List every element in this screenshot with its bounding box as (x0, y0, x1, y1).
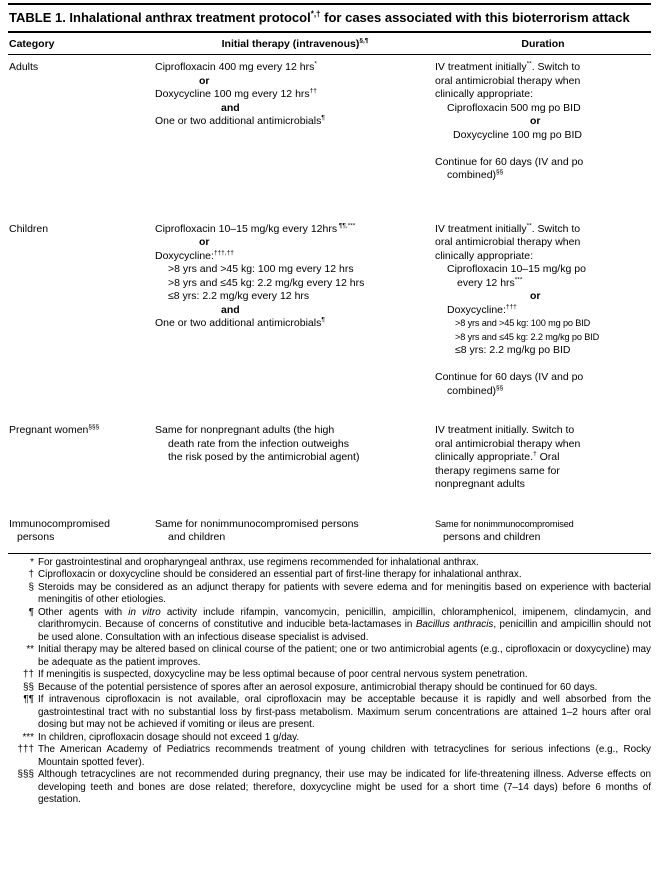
text-segment: Ciprofloxacin 10–15 mg/kg po (447, 263, 586, 276)
text-segment: oral antimicrobial therapy when (435, 437, 581, 450)
footnote (8, 732, 651, 745)
footnote-mark: §§ (496, 168, 504, 176)
footnote-mark: † (533, 450, 537, 458)
text-line (155, 250, 435, 264)
text-segment: One or two additional antimicrobials (155, 115, 322, 128)
text-segment: death rate from the infection outweighs (168, 437, 349, 450)
text-line (9, 223, 155, 237)
text-segment: and (221, 101, 240, 114)
text-segment: ≤8 yrs: 2.2 mg/kg po BID (455, 344, 571, 357)
footnote (8, 607, 651, 645)
column-header-label: Category (9, 38, 55, 51)
footnote (8, 582, 651, 607)
text-segment: The American Academy of Pediatrics recommends treatment of young children with tetracyclines for serious infections (e.g., Rocky Mountain spotted fever). (38, 744, 651, 768)
text-line (155, 304, 435, 318)
footnote-text (38, 569, 651, 582)
footnote-mark: ¶ (321, 114, 325, 122)
text-line (155, 102, 435, 116)
footnote-mark: ¶¶,*** (337, 222, 356, 230)
text-segment: or (199, 236, 210, 249)
text-segment: Same for nonimmunocompromised (435, 518, 574, 529)
text-line (155, 236, 435, 250)
cell-cat-adults (9, 61, 155, 183)
footnote (8, 694, 651, 732)
text-segment: , penicillin and ampicillin should not be used alone. Consultation with an infectious disease specialist is advised. (38, 619, 651, 643)
text-segment: Pregnant women (9, 424, 89, 437)
text-line (435, 263, 651, 277)
footnote (8, 669, 651, 682)
text-segment: Adults (9, 61, 39, 74)
text-line (155, 263, 435, 277)
footnote-symbol: †† (23, 669, 34, 681)
table-title-footnote-marks: *,† (310, 9, 321, 19)
text-segment: If intravenous ciprofloxacin is not available, oral ciprofloxacin may be acceptable because it is rapidly and well absorbed from the gastrointestinal tract with no substantial loss by first-pass metabolism. Maximum serum concentrations are attained 1–2 hours after oral dosing but may not be achieved if vomiting or ileus are present. (38, 694, 651, 731)
cell-dur-immunocompromised-persons (435, 518, 651, 545)
footnote-text (38, 644, 651, 669)
text-segment: or (199, 74, 210, 87)
table-title-text-cont: for cases associated with this bioterrorism attack (320, 10, 630, 25)
text-segment: . Switch to (531, 222, 581, 235)
footnote (8, 682, 651, 695)
footnote-symbol: ¶¶ (23, 694, 34, 706)
text-segment: Initial therapy may be altered based on clinical course of the patient; one or two antimicrobial agents (e.g., ciprofloxacin or doxycycline) may be adequate as the patient improves. (38, 644, 651, 668)
column-header-category (9, 38, 155, 50)
footnote-text (38, 607, 651, 645)
text-line (9, 531, 155, 545)
text-segment: In children, ciprofloxacin dosage should not exceed 1 g/day. (38, 731, 300, 743)
text-segment: Other agents with (38, 606, 129, 618)
text-line (155, 277, 435, 291)
cell-ther-children (155, 223, 435, 399)
text-segment: every 12 hrs (457, 276, 515, 289)
footnote-mark: §§§ (88, 423, 100, 431)
table-row-children (9, 223, 651, 399)
text-segment: Bacillus anthracis (415, 619, 494, 631)
text-line (435, 331, 651, 345)
column-header-duration (435, 38, 651, 50)
cell-ther-immunocompromised-persons (155, 518, 435, 545)
text-line (9, 518, 155, 532)
footnote-text (38, 744, 651, 769)
text-segment: and (221, 303, 240, 316)
footnote-text (38, 582, 651, 607)
text-line (435, 358, 651, 372)
text-line (435, 344, 651, 358)
text-line (435, 438, 651, 452)
text-segment: Children (9, 222, 49, 235)
cell-dur-pregnant-women (435, 424, 651, 492)
text-segment: Oral (536, 451, 560, 464)
text-segment: Continue for 60 days (IV and po (435, 371, 584, 384)
column-header-initial-therapy (155, 38, 435, 50)
text-segment: Ciprofloxacin 500 mg po BID (447, 101, 581, 114)
top-rule (8, 3, 651, 5)
text-segment: Same for nonimmunocompromised persons (155, 517, 359, 530)
text-segment: Ciprofloxacin or doxycycline should be considered an essential part of first-line therapy for inhalational anthrax. (38, 569, 522, 581)
text-line (435, 531, 651, 545)
text-segment: Ciprofloxacin 400 mg every 12 hrs (155, 61, 315, 74)
footnote-mark: * (314, 60, 317, 68)
text-segment: ≤8 yrs: 2.2 mg/kg every 12 hrs (168, 290, 310, 303)
text-segment: Ciprofloxacin 10–15 mg/kg every 12hrs (155, 222, 338, 235)
text-line (435, 465, 651, 479)
footnote (8, 744, 651, 769)
text-line (435, 518, 651, 532)
text-segment: clinically appropriate: (435, 88, 534, 101)
column-header-label: Initial therapy (intravenous) (221, 38, 360, 51)
text-line (435, 451, 651, 465)
text-segment: combined) (447, 384, 497, 397)
text-segment: Because of the potential persistence of spores after an aerosol exposure, antimicrobial therapy should be continued for 60 days. (38, 681, 598, 693)
footnote (8, 569, 651, 582)
cell-cat-pregnant-women (9, 424, 155, 492)
column-header-label: Duration (521, 38, 565, 51)
text-segment: oral antimicrobial therapy when (435, 74, 581, 87)
footnote-text (38, 694, 651, 732)
text-line (155, 88, 435, 102)
footnote-text (38, 732, 651, 745)
footnote-symbol: *** (22, 731, 34, 743)
text-line (435, 61, 651, 75)
footnotes (8, 554, 651, 807)
footnote-mark: *** (514, 276, 523, 284)
text-segment: Immunocompromised (9, 517, 110, 530)
text-segment: Same for nonpregnant adults (the high (155, 424, 335, 437)
footnote-symbol: * (30, 556, 34, 568)
text-line (155, 424, 435, 438)
column-header-footnote-marks: §,¶ (359, 37, 369, 45)
text-line (435, 290, 651, 304)
cell-dur-adults (435, 61, 651, 183)
text-line (435, 169, 651, 183)
text-line (155, 518, 435, 532)
text-line (155, 317, 435, 331)
table-row-pregnant-women (9, 424, 651, 492)
footnote (8, 644, 651, 669)
text-line (435, 115, 651, 129)
text-line (435, 424, 651, 438)
text-line (155, 531, 435, 545)
text-segment: and children (168, 531, 226, 544)
text-line (155, 223, 435, 237)
text-line (155, 75, 435, 89)
footnote-mark: ††† (505, 303, 517, 311)
text-line (9, 424, 155, 438)
text-segment: or (530, 115, 541, 128)
text-line (435, 156, 651, 170)
text-segment: Doxycycline: (155, 249, 214, 262)
table-header-row (8, 33, 651, 54)
text-segment: combined) (447, 169, 497, 182)
text-line (9, 61, 155, 75)
cell-cat-children (9, 223, 155, 399)
footnote-symbol: ¶ (28, 606, 34, 618)
cell-ther-adults (155, 61, 435, 183)
footnote-symbol: § (28, 581, 34, 593)
text-segment: persons (17, 531, 55, 544)
text-line (155, 115, 435, 129)
text-segment: IV treatment initially. Switch to (435, 424, 575, 437)
table-title (8, 8, 651, 31)
text-segment: For gastrointestinal and oropharyngeal anthrax, use regimens recommended for inhalational anthrax. (38, 556, 479, 568)
text-line (155, 61, 435, 75)
text-line (435, 223, 651, 237)
text-segment: or (530, 290, 541, 303)
text-segment: clinically appropriate: (435, 249, 534, 262)
table-title-text: TABLE 1. Inhalational anthrax treatment protocol (9, 10, 311, 25)
text-segment: Although tetracyclines are not recommended during pregnancy, their use may be indicated for life-threatening illness. Adverse effects on developing teeth and bones are dose related; therefore, doxycycline might be used for a short time (7–14 days) before 6 months of gestation. (38, 769, 651, 806)
text-line (435, 277, 651, 291)
text-line (435, 88, 651, 102)
footnote-mark: ¶ (321, 316, 325, 324)
text-segment: Continue for 60 days (IV and po (435, 155, 584, 168)
text-line (155, 451, 435, 465)
cell-ther-pregnant-women (155, 424, 435, 492)
text-line (435, 385, 651, 399)
footnote-mark: †††,†† (213, 249, 234, 257)
footnote-mark: ** (526, 222, 532, 230)
text-segment: therapy regimens same for (435, 464, 560, 477)
text-line (435, 371, 651, 385)
text-line (435, 142, 651, 156)
cell-cat-immunocompromised-persons (9, 518, 155, 545)
text-segment: >8 yrs and >45 kg: 100 mg every 12 hrs (168, 263, 354, 276)
footnote-text (38, 769, 651, 807)
text-segment: activity include rifampin, vancomycin, penicillin, ampicillin, chloramphenicol, imipenem, clindamycin, and clarithromycin. Because of concerns of constitutive and inducible beta-lactamases in (38, 606, 652, 631)
footnote-symbol: ††† (17, 744, 34, 756)
text-segment: Doxycycline 100 mg po BID (453, 128, 582, 141)
text-segment: persons and children (443, 531, 541, 544)
text-line (435, 304, 651, 318)
text-segment: . Switch to (531, 61, 581, 74)
footnote-text (38, 682, 651, 695)
footnote (8, 557, 651, 570)
footnote-mark: ** (526, 60, 532, 68)
text-line (155, 438, 435, 452)
text-segment: If meningitis is suspected, doxycycline may be less optimal because of poor central nervous system penetration. (38, 669, 528, 681)
text-line (435, 75, 651, 89)
text-segment: IV treatment initially (435, 222, 527, 235)
text-line (435, 250, 651, 264)
footnote-text (38, 557, 651, 570)
text-line (435, 317, 651, 331)
text-segment: Doxycycline: (447, 303, 506, 316)
footnote-symbol: ** (26, 644, 34, 656)
footnote-mark: †† (309, 87, 317, 95)
text-segment: >8 yrs and >45 kg: 100 mg po BID (455, 318, 591, 329)
text-line (435, 236, 651, 250)
table-row-adults (9, 61, 651, 183)
text-segment: Doxycycline 100 mg every 12 hrs (155, 88, 310, 101)
text-segment: nonpregnant adults (435, 478, 525, 491)
text-segment: IV treatment initially (435, 61, 527, 74)
text-segment: One or two additional antimicrobials (155, 317, 322, 330)
table-row-immunocompromised-persons (9, 518, 651, 545)
cell-dur-children (435, 223, 651, 399)
text-segment: in vitro (128, 606, 161, 618)
text-segment: Steroids may be considered as an adjunct therapy for patients with severe edema and for meningitis based on experience with bacterial meningitis of other etiologies. (38, 581, 651, 606)
table-body (8, 55, 651, 545)
footnote (8, 769, 651, 807)
footnote-symbol: §§§ (17, 769, 34, 781)
text-line (435, 102, 651, 116)
text-line (435, 129, 651, 143)
text-segment: clinically appropriate. (435, 451, 534, 464)
footnote-text (38, 669, 651, 682)
text-segment: the risk posed by the antimicrobial agent) (168, 451, 360, 464)
text-segment: >8 yrs and ≤45 kg: 2.2 mg/kg every 12 hrs (168, 276, 365, 289)
footnote-symbol: † (28, 569, 34, 581)
text-line (435, 478, 651, 492)
text-line (155, 290, 435, 304)
footnote-mark: §§ (496, 384, 504, 392)
text-segment: >8 yrs and ≤45 kg: 2.2 mg/kg po BID (455, 331, 600, 342)
text-segment: oral antimicrobial therapy when (435, 236, 581, 249)
footnote-symbol: §§ (23, 681, 34, 693)
